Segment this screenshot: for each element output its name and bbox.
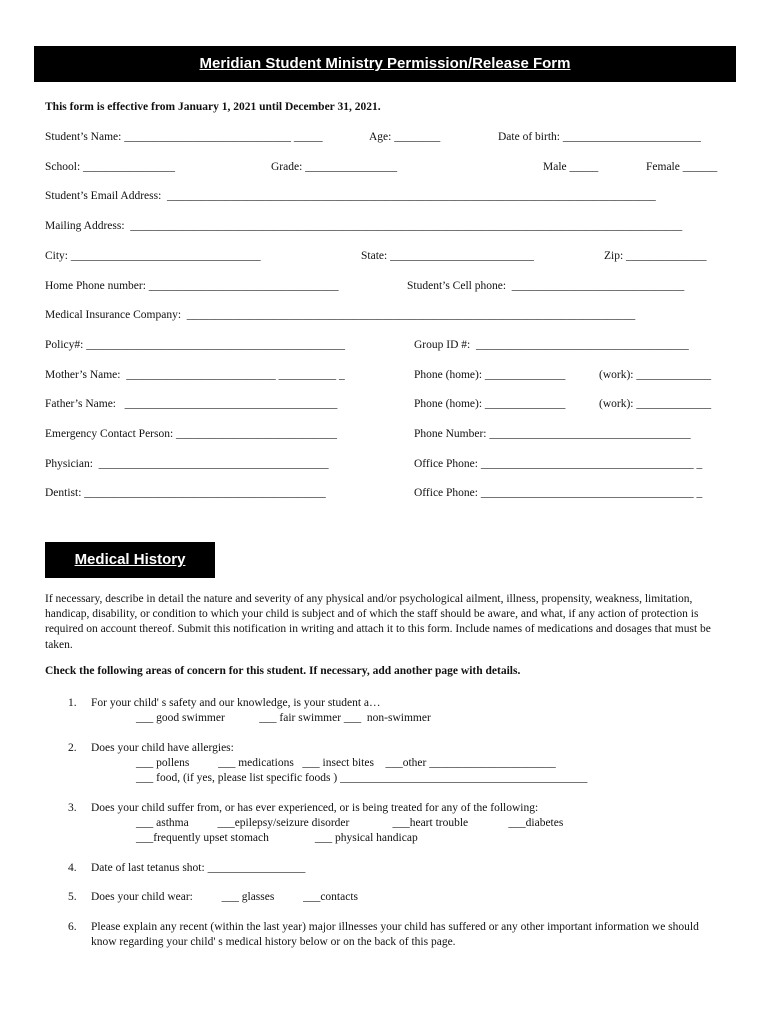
father-home-phone-field[interactable]: Phone (home): ______________: [414, 398, 566, 410]
emergency-contact-field[interactable]: Emergency Contact Person: ____________________________: [45, 428, 338, 440]
mother-home-phone-field[interactable]: Phone (home): ______________: [414, 369, 566, 381]
age-field[interactable]: Age: ________: [369, 131, 441, 143]
medical-history-heading: Medical History: [74, 551, 186, 568]
home-phone-field[interactable]: Home Phone number: _________________________________: [45, 280, 339, 292]
q6-number: 6.: [68, 921, 77, 933]
mother-work-phone-field[interactable]: (work): _____________: [599, 369, 712, 381]
dentist-office-phone-field[interactable]: Office Phone: _____________________________________ _: [414, 487, 703, 499]
q6-text: Please explain any recent (within the last year) major illnesses your child has suffered or any other important information we should know regarding your child' s medical history below or on the back of this page.: [91, 921, 699, 948]
cell-phone-field[interactable]: Student’s Cell phone: ______________________________: [407, 280, 685, 292]
city-field[interactable]: City: _________________________________: [45, 250, 261, 262]
effective-note: This form is effective from January 1, 2021 until December 31, 2021.: [45, 101, 381, 113]
mailing-address-field[interactable]: Mailing Address: ________________________________________________________________________________________________: [45, 220, 683, 232]
q5-eyewear-options[interactable]: Does your child wear: ___ glasses ___contacts: [91, 891, 359, 903]
medical-intro-paragraph: If necessary, describe in detail the nature and severity of any physical and/or psychological ailment, illness, propensity, weakness, limitation, handicap, disability, or condition to which your child is subject and of which the staff should be aware, and what, if any action of protection is required on account thereof. Submit this notification in writing and attach it to this form. Include names of medications and dosages that must be taken.: [45, 593, 711, 651]
check-note: Check the following areas of concern for this student. If necessary, add another page with details.: [45, 665, 521, 677]
physician-office-phone-field[interactable]: Office Phone: _____________________________________ _: [414, 458, 703, 470]
email-field[interactable]: Student’s Email Address: _____________________________________________________________________________________: [45, 190, 656, 202]
grade-field[interactable]: Grade: ________________: [271, 161, 398, 173]
q3-options-row1[interactable]: ___ asthma ___epilepsy/seizure disorder ___heart trouble ___diabetes: [136, 817, 564, 829]
q2-text: Does your child have allergies:: [91, 742, 234, 754]
medical-history-heading-box: [45, 542, 215, 578]
q2-options-row2[interactable]: ___ food, (if yes, please list specific foods ) ___________________________________________: [136, 772, 588, 784]
physician-field[interactable]: Physician: ________________________________________: [45, 458, 329, 470]
zip-field[interactable]: Zip: ______________: [604, 250, 707, 262]
q4-number: 4.: [68, 862, 77, 874]
form-title: Meridian Student Ministry Permission/Release Form: [199, 55, 571, 72]
policy-field[interactable]: Policy#: _____________________________________________: [45, 339, 345, 351]
state-field[interactable]: State: _________________________: [361, 250, 534, 262]
dob-field[interactable]: Date of birth: ________________________: [498, 131, 701, 143]
q1-number: 1.: [68, 697, 77, 709]
q5-number: 5.: [68, 891, 77, 903]
father-work-phone-field[interactable]: (work): _____________: [599, 398, 712, 410]
mother-name-field[interactable]: Mother’s Name: __________________________ __________ _: [45, 369, 345, 381]
q3-text: Does your child suffer from, or has ever experienced, or is being treated for any of the following:: [91, 802, 539, 814]
male-field[interactable]: Male _____: [543, 161, 599, 173]
female-field[interactable]: Female ______: [646, 161, 718, 173]
q1-options[interactable]: ___ good swimmer ___ fair swimmer ___ non-swimmer: [136, 712, 431, 724]
school-field[interactable]: School: ________________: [45, 161, 176, 173]
q2-options-row1[interactable]: ___ pollens ___ medications ___ insect bites ___other ______________________: [136, 757, 556, 769]
insurance-field[interactable]: Medical Insurance Company: ______________________________________________________________________________: [45, 309, 636, 321]
group-id-field[interactable]: Group ID #: _____________________________________: [414, 339, 689, 351]
student-name-field[interactable]: Student’s Name: _____________________________ _____: [45, 131, 323, 143]
dentist-field[interactable]: Dentist: __________________________________________: [45, 487, 326, 499]
father-name-field[interactable]: Father’s Name: _____________________________________: [45, 398, 338, 410]
emergency-phone-field[interactable]: Phone Number: ___________________________________: [414, 428, 691, 440]
q3-number: 3.: [68, 802, 77, 814]
q4-tetanus-field[interactable]: Date of last tetanus shot: _________________: [91, 862, 306, 874]
form-title-bar: [34, 46, 736, 82]
q2-number: 2.: [68, 742, 77, 754]
q3-options-row2[interactable]: ___frequently upset stomach ___ physical handicap: [136, 832, 418, 844]
q1-text: For your child' s safety and our knowledge, is your student a…: [91, 697, 381, 709]
